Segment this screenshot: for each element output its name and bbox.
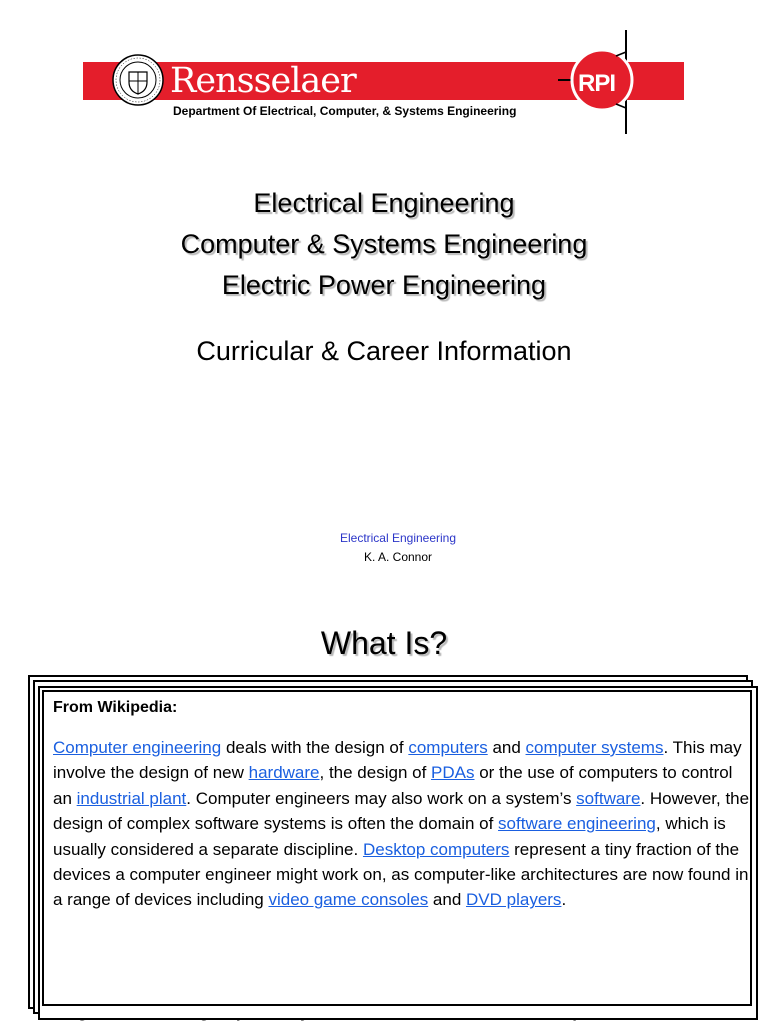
footer-department: Electrical Engineering [339, 531, 457, 545]
link-hardware[interactable]: hardware [248, 763, 320, 783]
link-computer-engineering[interactable]: Computer engineering [53, 738, 222, 757]
link-software-engineering[interactable]: software engineering [498, 814, 656, 834]
rensselaer-seal-icon [112, 54, 164, 106]
department-name: Department Of Electrical, Computer, & Systems Engineering [173, 104, 517, 118]
link-video-game-consoles[interactable]: video game consoles [268, 890, 429, 910]
rpi-logo-text: RPI [578, 70, 616, 97]
link-industrial-plant[interactable]: industrial plant [76, 788, 187, 808]
link-pdas[interactable]: PDAs [431, 763, 475, 783]
subtitle: Curricular & Career Information [196, 336, 572, 366]
link-dvd-players[interactable]: DVD players [466, 890, 562, 910]
title-electrical: Electrical Engineering [253, 188, 515, 218]
wikipedia-paragraph: Computer engineering deals with the design of computers and computer systems. This may involve the design of new hardware, the design of PDAs or the use of computers to control an industrial plant. Computer engineers may also work on a system’s software. However, the design of complex software systems is often the domain of software engineering, which is usually considered a separate discipline. Desktop computers represent a tiny fraction of the devices a computer engineer might work on, as computer-like architectures are now found in a range of devices including video game consoles and DVD players. [53, 738, 750, 910]
title-electric-power: Electric Power Engineering [221, 270, 547, 300]
source-label: From Wikipedia: [53, 699, 178, 716]
title-block [0, 183, 768, 306]
title-computer-systems: Computer & Systems Engineering [180, 229, 588, 259]
footer-author: K. A. Connor [363, 550, 433, 564]
link-computers[interactable]: computers [408, 738, 488, 757]
institution-name: Rensselaer [170, 61, 356, 101]
link-computer-systems[interactable]: computer systems [525, 738, 664, 757]
slide-title: What Is? [320, 625, 448, 661]
link-desktop-computers[interactable]: Desktop computers [362, 839, 510, 859]
link-software[interactable]: software [576, 788, 641, 808]
